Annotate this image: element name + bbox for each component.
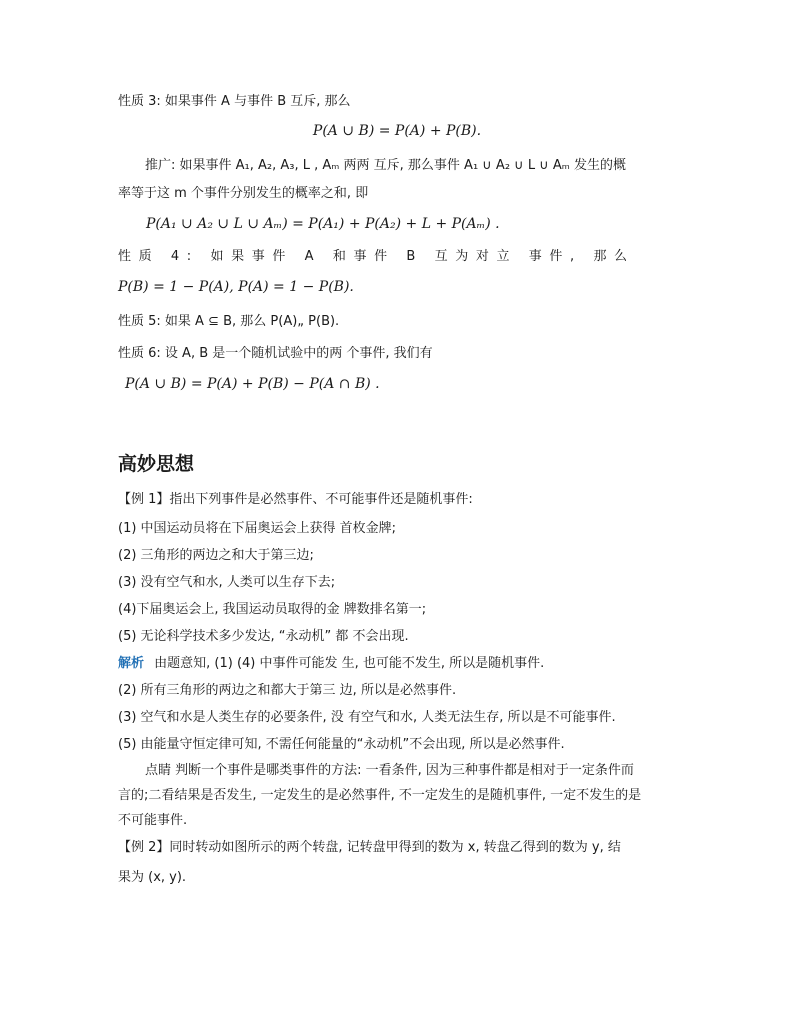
property-5-line: 性质 5: 如果 A ⊆ B, 那么 P(A)„ P(B). xyxy=(118,314,340,329)
solution-line: (5) 由能量守恒定律可知, 不需任何能量的“永动机”不会出现, 所以是必然事件. xyxy=(118,737,565,752)
solution-line: (3) 空气和水是人类生存的必要条件, 没 有空气和水, 人类无法生存, 所以是不可能事件. xyxy=(118,710,616,725)
property-3-formula: P(A ∪ B) = P(A) + P(B). xyxy=(312,123,482,139)
property-6-label: 性质 6: 设 A, B 是一个随机试验中的两 个事件, 我们有 xyxy=(118,346,433,361)
comment-line: 点睛 判断一个事件是哪类事件的方法: 一看条件, 因为三种事件都是相对于一定条件而 xyxy=(145,763,634,778)
generalization-line-1: 推广: 如果事件 A₁, A₂, A₃, L , Aₘ 两两 互斥, 那么事件 A₁ ∪ A₂ ∪ L ∪ Aₘ 发生的概 xyxy=(145,158,626,173)
generalization-line-2: 率等于这 m 个事件分别发生的概率之和, 即 xyxy=(118,186,369,201)
list-item: (1) 中国运动员将在下届奥运会上获得 首枚金牌; xyxy=(118,521,397,536)
example-2-line-1: 【例 2】同时转动如图所示的两个转盘, 记转盘甲得到的数为 x, 转盘乙得到的数为 y, 结 xyxy=(118,840,621,855)
property-6-formula: P(A ∪ B) = P(A) + P(B) − P(A ∩ B) . xyxy=(125,376,380,392)
property-4-formula: P(B) = 1 − P(A), P(A) = 1 − P(B). xyxy=(118,279,354,295)
property-4-label: 性质 4: 如果事件 A 和事件 B 互为对立 事件, 那么 xyxy=(118,249,635,264)
generalization-formula: P(A₁ ∪ A₂ ∪ L ∪ Aₘ) = P(A₁) + P(A₂) + L + P(Aₘ) . xyxy=(146,216,500,232)
list-item: (2) 三角形的两边之和大于第三边; xyxy=(118,548,314,563)
list-item: (5) 无论科学技术多少发达, “永动机” 都 不会出现. xyxy=(118,629,409,644)
solution-line: (2) 所有三角形的两边之和都大于第三 边, 所以是必然事件. xyxy=(118,683,457,698)
example-2-line-2: 果为 (x, y). xyxy=(118,870,187,885)
example-1-title: 【例 1】指出下列事件是必然事件、不可能事件还是随机事件: xyxy=(118,492,473,507)
list-item: (3) 没有空气和水, 人类可以生存下去; xyxy=(118,575,336,590)
solution-text: 由题意知, (1) (4) 中事件可能发 生, 也可能不发生, 所以是随机事件. xyxy=(154,656,545,671)
property-3-label: 性质 3: 如果事件 A 与事件 B 互斥, 那么 xyxy=(118,94,351,109)
comment-line: 不可能事件. xyxy=(118,813,188,828)
section-heading: 高妙思想 xyxy=(118,453,195,475)
comment-line: 言的;二看结果是否发生, 一定发生的是必然事件, 不一定发生的是随机事件, 一定不发生的是 xyxy=(118,788,642,803)
solution-label: 解析 xyxy=(118,656,145,671)
list-item: (4)下届奥运会上, 我国运动员取得的金 牌数排名第一; xyxy=(118,602,427,617)
solution-first-line xyxy=(118,655,544,673)
